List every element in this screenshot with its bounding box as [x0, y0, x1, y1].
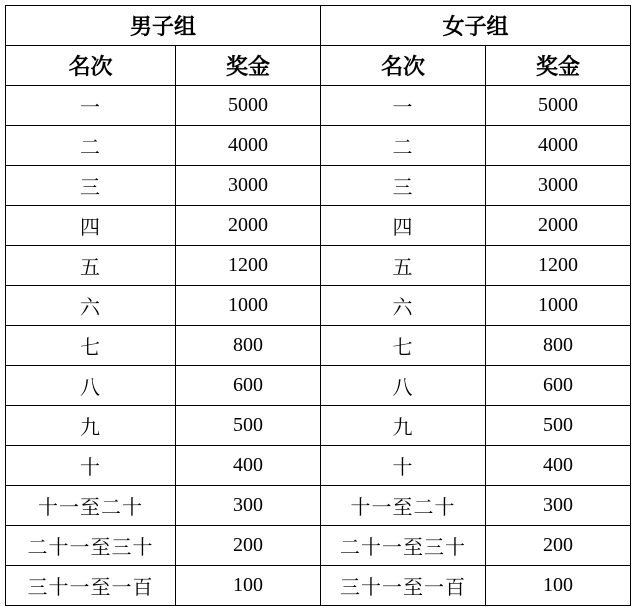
male-rank-cell: 四	[6, 206, 176, 246]
female-rank-cell: 九	[321, 406, 486, 446]
male-rank-cell: 六	[6, 286, 176, 326]
female-rank-header: 名次	[321, 46, 486, 86]
female-rank-cell: 十	[321, 446, 486, 486]
female-rank-cell: 十一至二十	[321, 486, 486, 526]
table-row	[6, 86, 631, 126]
male-rank-cell: 一	[6, 86, 176, 126]
female-prize-cell: 3000	[486, 166, 631, 206]
male-prize-cell: 4000	[176, 126, 321, 166]
female-rank-cell: 六	[321, 286, 486, 326]
female-rank-cell: 七	[321, 326, 486, 366]
male-prize-cell: 300	[176, 486, 321, 526]
male-prize-cell: 1200	[176, 246, 321, 286]
male-rank-cell: 三十一至一百	[6, 566, 176, 606]
female-prize-cell: 1200	[486, 246, 631, 286]
female-rank-cell: 一	[321, 86, 486, 126]
male-prize-cell: 1000	[176, 286, 321, 326]
male-prize-cell: 600	[176, 366, 321, 406]
male-rank-cell: 十	[6, 446, 176, 486]
table-row	[6, 326, 631, 366]
male-prize-cell: 400	[176, 446, 321, 486]
male-rank-cell: 二	[6, 126, 176, 166]
female-prize-cell: 500	[486, 406, 631, 446]
table-row	[6, 366, 631, 406]
female-rank-cell: 三十一至一百	[321, 566, 486, 606]
table-row	[6, 206, 631, 246]
male-rank-cell: 三	[6, 166, 176, 206]
group-header-row	[6, 6, 631, 46]
table-row	[6, 126, 631, 166]
table-row	[6, 446, 631, 486]
female-prize-cell: 4000	[486, 126, 631, 166]
table-row	[6, 526, 631, 566]
table-row	[6, 166, 631, 206]
male-rank-cell: 七	[6, 326, 176, 366]
male-rank-cell: 十一至二十	[6, 486, 176, 526]
female-prize-header: 奖金	[486, 46, 631, 86]
female-rank-cell: 二	[321, 126, 486, 166]
male-prize-cell: 500	[176, 406, 321, 446]
prize-table	[5, 5, 631, 606]
female-rank-cell: 五	[321, 246, 486, 286]
table-row	[6, 286, 631, 326]
male-prize-cell: 100	[176, 566, 321, 606]
male-group-header: 男子组	[6, 6, 321, 46]
female-prize-cell: 300	[486, 486, 631, 526]
male-prize-cell: 3000	[176, 166, 321, 206]
table-row	[6, 566, 631, 606]
male-prize-header: 奖金	[176, 46, 321, 86]
male-rank-cell: 八	[6, 366, 176, 406]
female-rank-cell: 四	[321, 206, 486, 246]
male-prize-cell: 2000	[176, 206, 321, 246]
female-group-header: 女子组	[321, 6, 631, 46]
female-rank-cell: 八	[321, 366, 486, 406]
male-rank-cell: 二十一至三十	[6, 526, 176, 566]
female-prize-cell: 1000	[486, 286, 631, 326]
female-prize-cell: 400	[486, 446, 631, 486]
male-rank-header: 名次	[6, 46, 176, 86]
female-prize-cell: 2000	[486, 206, 631, 246]
female-prize-cell: 800	[486, 326, 631, 366]
table-row	[6, 246, 631, 286]
female-prize-cell: 600	[486, 366, 631, 406]
female-prize-cell: 5000	[486, 86, 631, 126]
female-rank-cell: 二十一至三十	[321, 526, 486, 566]
male-prize-cell: 5000	[176, 86, 321, 126]
male-rank-cell: 五	[6, 246, 176, 286]
female-rank-cell: 三	[321, 166, 486, 206]
prize-table-body	[6, 86, 631, 606]
male-prize-cell: 800	[176, 326, 321, 366]
female-prize-cell: 100	[486, 566, 631, 606]
male-prize-cell: 200	[176, 526, 321, 566]
female-prize-cell: 200	[486, 526, 631, 566]
table-row	[6, 486, 631, 526]
table-row	[6, 406, 631, 446]
male-rank-cell: 九	[6, 406, 176, 446]
column-header-row	[6, 46, 631, 86]
